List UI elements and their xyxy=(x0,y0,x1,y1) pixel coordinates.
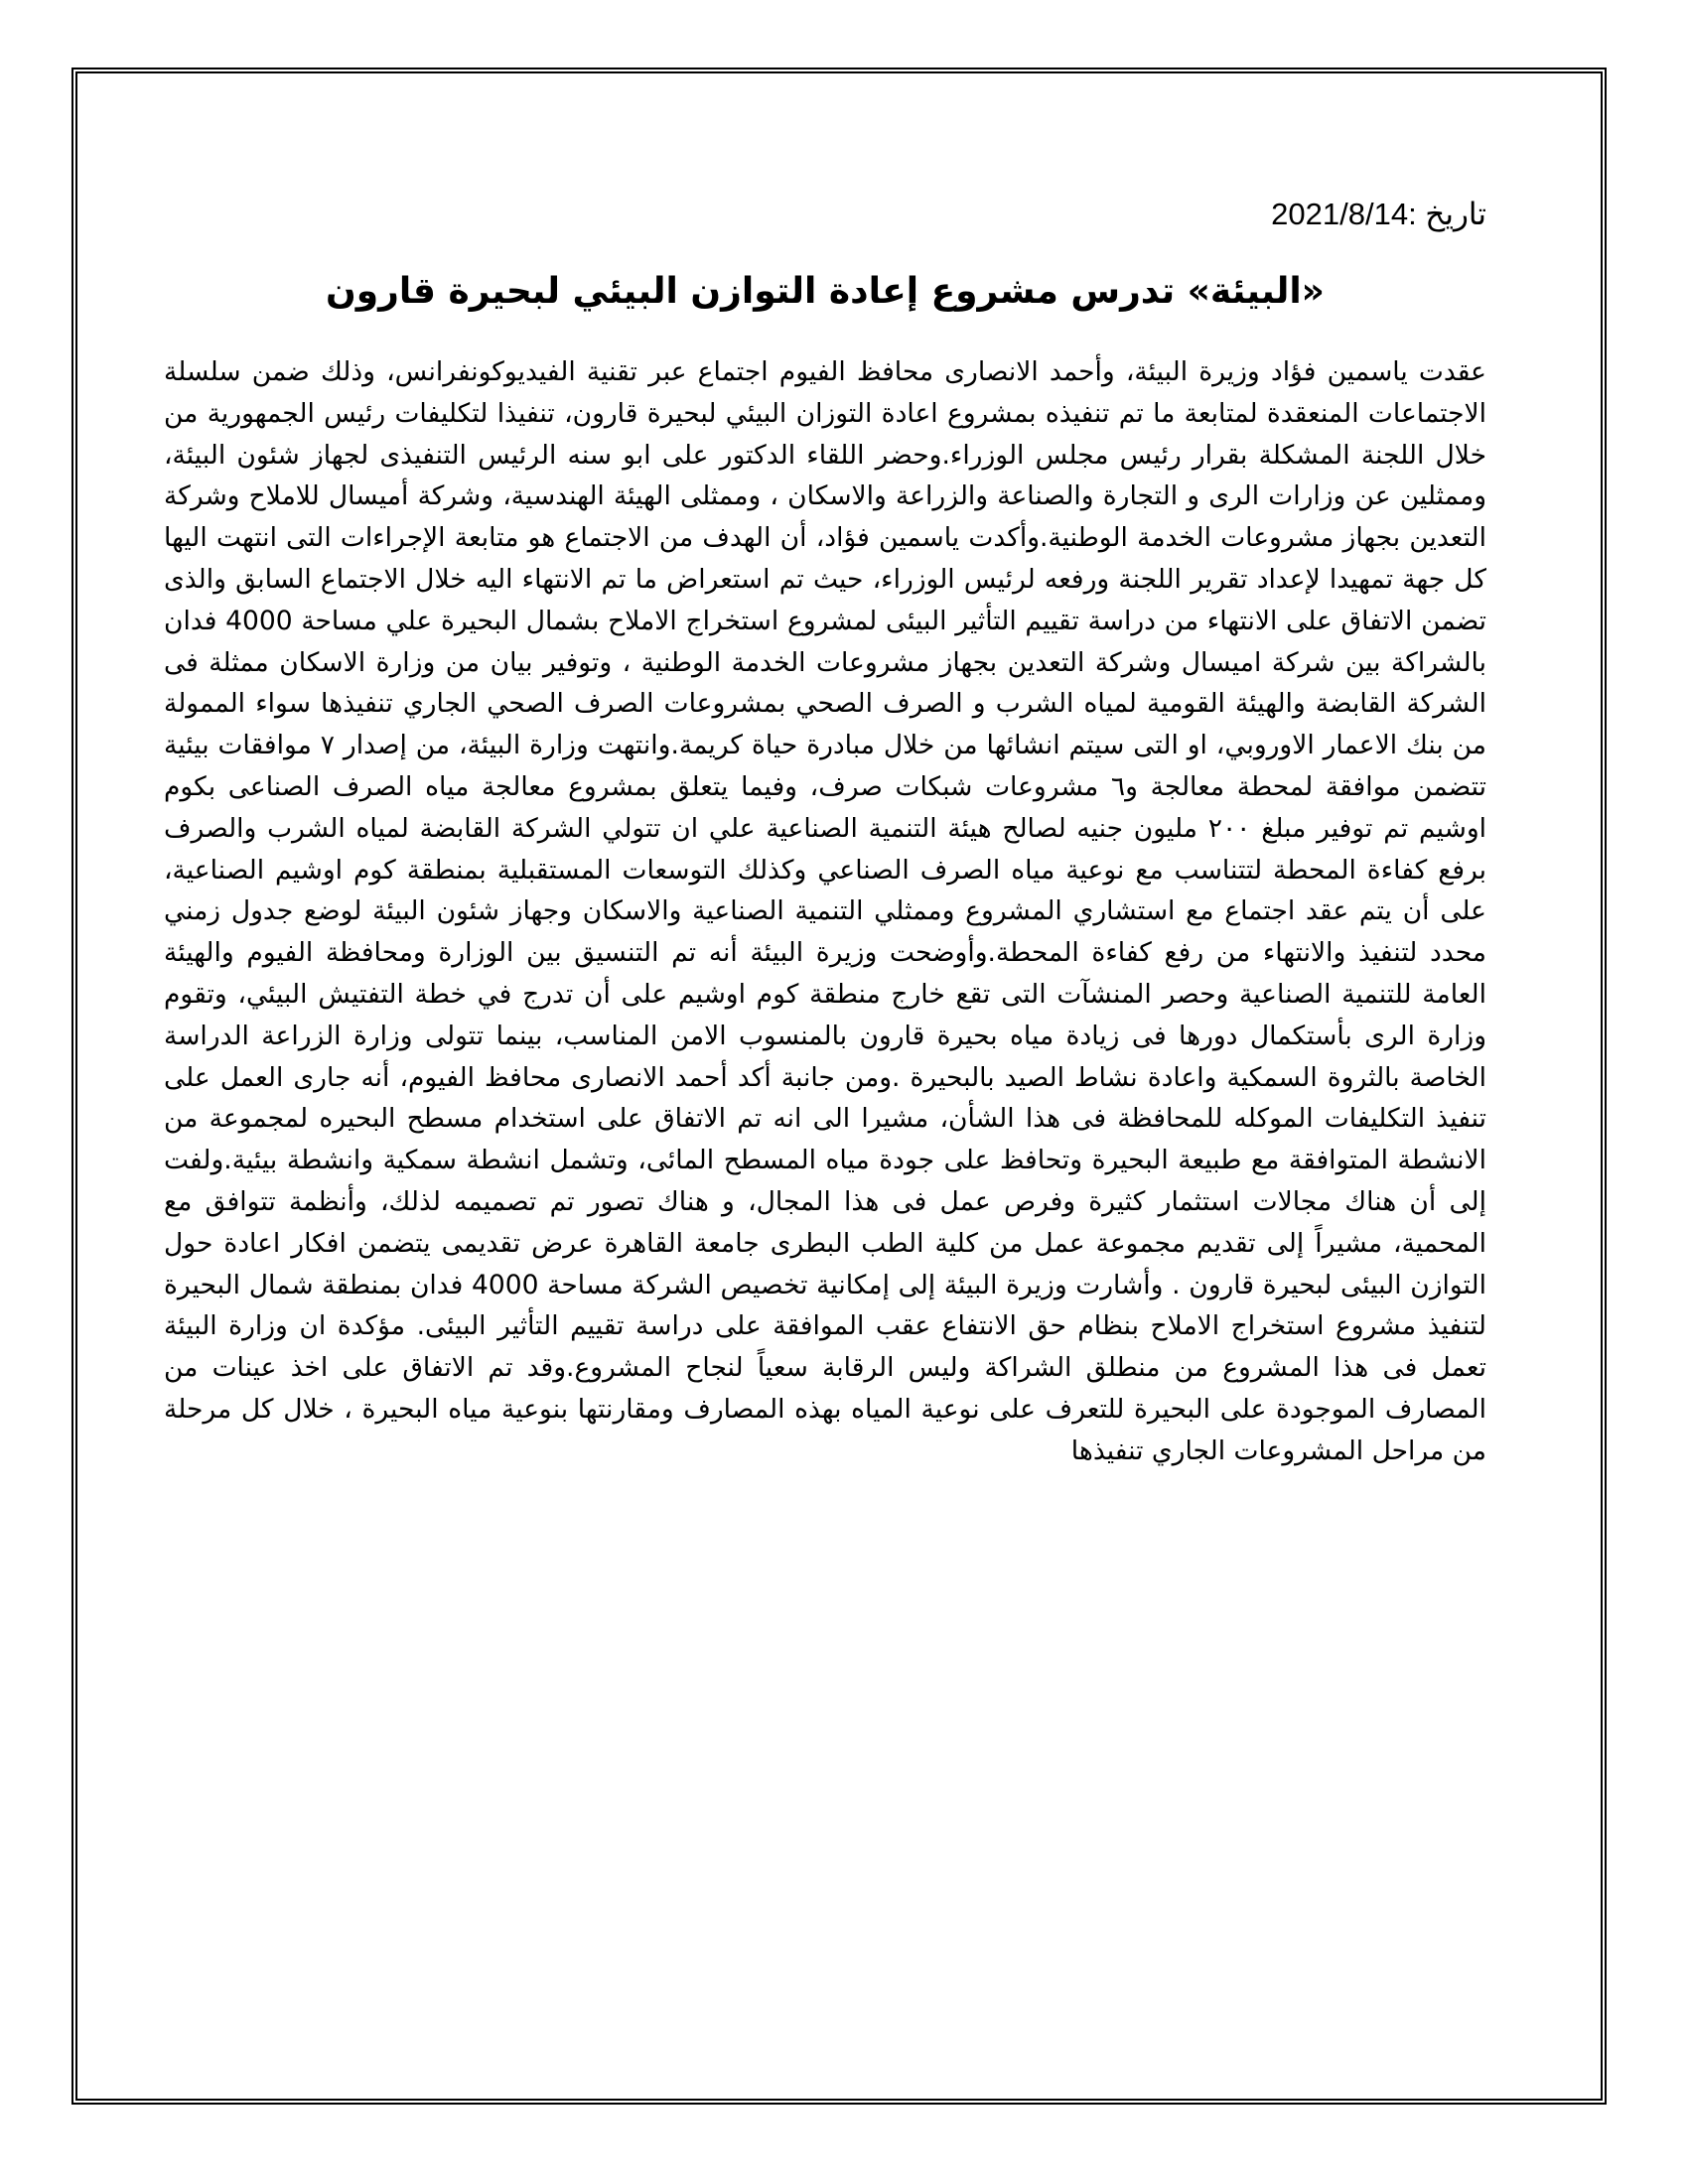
document-title: «البيئة» تدرس مشروع إعادة التوازن البيئي لبحيرة قارون xyxy=(326,271,1325,312)
document-content xyxy=(164,195,1486,1472)
document-body: عقدت ياسمين فؤاد وزيرة البيئة، وأحمد الانصارى محافظ الفيوم اجتماع عبر تقنية الفيديوكونفرانس، وذلك ضمن سلسلة الاجتماعات المنعقدة لمتابعة ما تم تنفيذه بمشروع اعادة التوزان البيئي لبحيرة قارون، تنفيذا لتكليفات رئيس الجمهورية من خلال اللجنة المشكلة بقرار رئيس مجلس الوزراء.وحضر اللقاء الدكتور على ابو سنه الرئيس التنفيذى لجهاز شئون البيئة، وممثلين عن وزارات الرى و التجارة والصناعة والزراعة والاسكان ، وممثلى الهيئة الهندسية، وشركة أميسال للاملاح وشركة التعدين بجهاز مشروعات الخدمة الوطنية.وأكدت ياسمين فؤاد، أن الهدف من الاجتماع هو متابعة الإجراءات التى انتهت اليها كل جهة تمهيدا لإعداد تقرير اللجنة ورفعه لرئيس الوزراء، حيث تم استعراض ما تم الانتهاء اليه خلال الاجتماع السابق والذى تضمن الاتفاق على الانتهاء من دراسة تقييم التأثير البيئى لمشروع استخراج الاملاح بشمال البحيرة علي مساحة 4000 فدان بالشراكة بين شركة اميسال وشركة التعدين بجهاز مشروعات الخدمة الوطنية ، وتوفير بيان من وزارة الاسكان ممثلة فى الشركة القابضة والهيئة القومية لمياه الشرب و الصرف الصحي بمشروعات الصرف الصحي الجاري تنفيذها سواء الممولة من بنك الاعمار الاوروبي، او التى سيتم انشائها من خلال مبادرة حياة كريمة.وانتهت وزارة البيئة، من إصدار ٧ موافقات بيئية تتضمن موافقة لمحطة معالجة و٦ مشروعات شبكات صرف، وفيما يتعلق بمشروع معالجة مياه الصرف الصناعى بكوم اوشيم تم توفير مبلغ ٢٠٠ مليون جنيه لصالح هيئة التنمية الصناعية علي ان تتولي الشركة القابضة لمياه الشرب والصرف برفع كفاءة المحطة لتتناسب مع نوعية مياه الصرف الصناعي وكذلك التوسعات المستقبلية بمنطقة كوم اوشيم الصناعية، على أن يتم عقد اجتماع مع استشاري المشروع وممثلي التنمية الصناعية والاسكان وجهاز شئون البيئة لوضع جدول زمني محدد لتنفيذ والانتهاء من رفع كفاءة المحطة.وأوضحت وزيرة البيئة أنه تم التنسيق بين الوزارة ومحافظة الفيوم والهيئة العامة للتنمية الصناعية وحصر المنشآت التى تقع خارج منطقة كوم اوشيم على أن تدرج في خطة التفتيش البيئي، وتقوم وزارة الرى بأستكمال دورها فى زيادة مياه بحيرة قارون بالمنسوب الامن المناسب، بينما تتولى وزارة الزراعة الدراسة الخاصة بالثروة السمكية واعادة نشاط الصيد بالبحيرة .ومن جانبة أكد أحمد الانصارى محافظ الفيوم، أنه جارى العمل على تنفيذ التكليفات الموكله للمحافظة فى هذا الشأن، مشيرا الى انه تم الاتفاق على استخدام مسطح البحيره لمجموعة من الانشطة المتوافقة مع طبيعة البحيرة وتحافظ على جودة مياه المسطح المائى، وتشمل انشطة سمكية وانشطة بيئية.ولفت إلى أن هناك مجالات استثمار كثيرة وفرص عمل فى هذا المجال، و هناك تصور تم تصميمه لذلك، وأنظمة تتوافق مع المحمية، مشيراً إلى تقديم مجموعة عمل من كلية الطب البطرى جامعة القاهرة عرض تقديمى يتضمن افكار اعادة حول التوازن البيئى لبحيرة قارون . وأشارت وزيرة البيئة إلى إمكانية تخصيص الشركة مساحة 4000 فدان بمنطقة شمال البحيرة لتنفيذ مشروع استخراج الاملاح بنظام حق الانتفاع عقب الموافقة على دراسة تقييم التأثير البيئى. مؤكدة ان وزارة البيئة تعمل فى هذا المشروع من منطلق الشراكة وليس الرقابة سعياً لنجاح المشروع.وقد تم الاتفاق على اخذ عينات من المصارف الموجودة على البحيرة للتعرف على نوعية المياه بهذه المصارف ومقارنتها بنوعية مياه البحيرة ، خلال كل مرحلة من مراحل المشروعات الجاري تنفيذها xyxy=(164,356,1487,1466)
document-date: تاريخ :2021/8/14 xyxy=(1271,197,1486,231)
